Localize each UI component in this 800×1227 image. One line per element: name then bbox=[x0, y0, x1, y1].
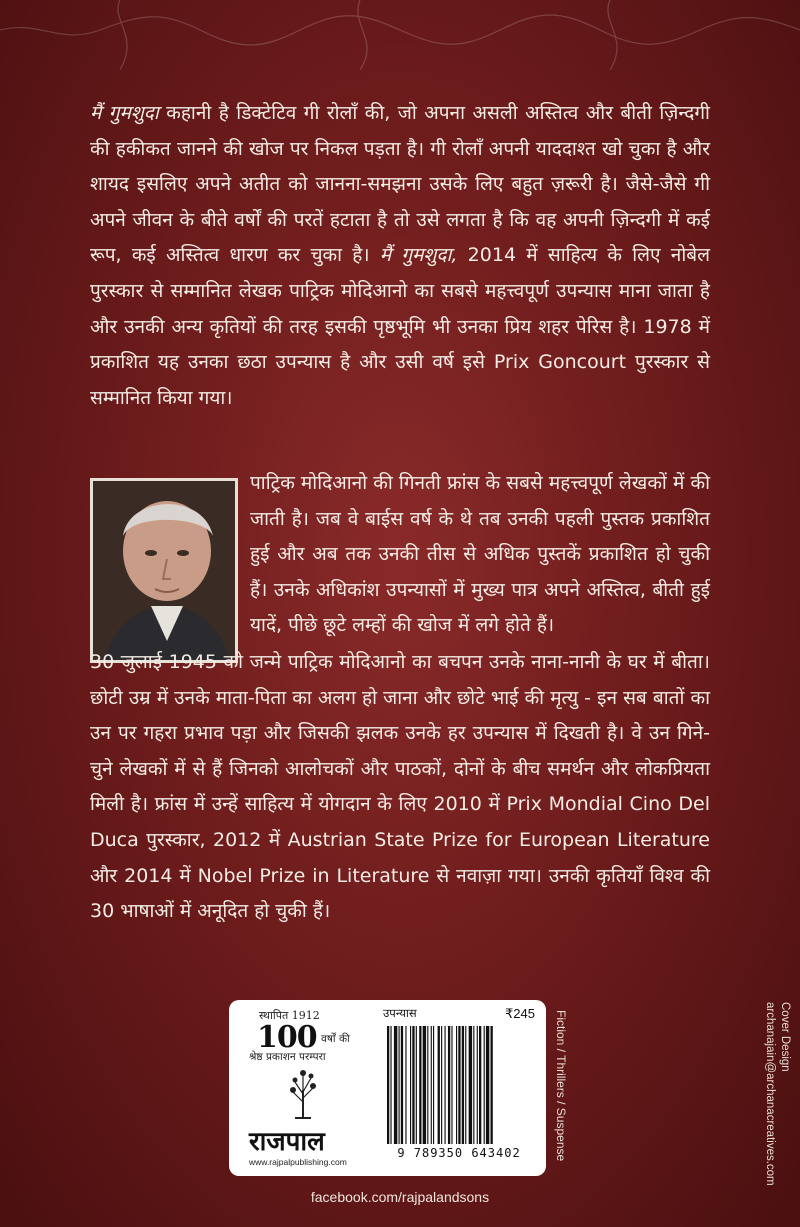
synopsis-text-part1: कहानी है डिक्टेटिव गी रोलाँ की, जो अपना असली अस्तित्व और बीती ज़िन्दगी की हकीकत जानने की खोज पर निकल पड़ता है। गी रोलाँ अपनी याददाश्त खो चुका है और शायद इसलिए अपने अतीत को जानना-समझना उसके लिए बहुत ज़रूरी है। जैसे-जैसे गी अपने जीवन के बीते वर्षों की परतें हटाता है तो उसे लगता है कि वह अपनी ज़िन्दगी में कई रूप, कई अस्तित्व धारण कर चुका है। bbox=[90, 102, 710, 267]
puzzle-pattern-decoration bbox=[0, 0, 800, 70]
publisher-name: राजपाल bbox=[249, 1127, 325, 1157]
book-title-italic-2: मैं गुमशुदा, bbox=[379, 244, 458, 267]
author-photo bbox=[90, 478, 238, 663]
publisher-years: वर्षों की bbox=[321, 1033, 350, 1045]
publisher-tradition: श्रेष्ठ प्रकाशन परम्परा bbox=[249, 1051, 326, 1063]
book-title-italic: मैं गुमशुदा bbox=[90, 102, 159, 124]
synopsis-paragraph bbox=[90, 96, 710, 416]
cover-design-email: archanajain@archanacreatives.com bbox=[764, 1002, 776, 1186]
cover-design-credit bbox=[760, 1002, 792, 1202]
publisher-website: www.rajpalpublishing.com bbox=[249, 1157, 347, 1167]
category-label: Fiction / Thrillers / Suspense bbox=[554, 1010, 568, 1162]
author-bio-paragraph: पाट्रिक मोदिआनो की गिनती फ्रांस के सबसे महत्त्वपूर्ण लेखकों में की जाती है। जब वे बाईस वर्ष के थे तब उनकी पहली पुस्तक प्रकाशित हुई और अब तक उनकी तीस से अधिक पुस्तकें प्रकाशित हो चुकी हैं। उनके अधिकांश उपन्यासों में मुख्य पात्र अपने अस्तित्व, बीती हुई यादें, पीछे छूटे लम्हों की खोज में लगे होते हैं। bbox=[250, 472, 710, 637]
price-label: ₹245 bbox=[505, 1006, 535, 1021]
barcode-image bbox=[385, 1026, 533, 1144]
cover-design-label: Cover Design bbox=[779, 1002, 791, 1072]
isbn-digits: 9 789350 643402 bbox=[397, 1146, 521, 1160]
facebook-link[interactable]: facebook.com/rajpalandsons bbox=[310, 1189, 490, 1205]
synopsis-text-part2: 2014 में साहित्य के लिए नोबेल पुरस्कार से सम्मानित लेखक पाट्रिक मोदिआनो का सबसे महत्त्वपूर्ण उपन्यास माना जाता है और उनकी अन्य कृतियों की तरह इसकी पृष्ठभूमि भी उनका प्रिय शहर पेरिस है। 1978 में प्रकाशित यह उनका छठा उपन्यास है और उसी वर्ष इसे Prix Goncourt पुरस्कार से सम्मानित किया गया। bbox=[90, 244, 710, 409]
publisher-logo-panel bbox=[237, 1006, 367, 1170]
publisher-barcode-box bbox=[229, 1000, 546, 1176]
genre-label: उपन्यास bbox=[383, 1006, 417, 1020]
tree-icon bbox=[283, 1068, 323, 1122]
publisher-hundred: 100 bbox=[257, 1020, 317, 1055]
author-bio-continued: 30 जुलाई 1945 को जन्मे पाट्रिक मोदिआनो का बचपन उनके नाना-नानी के घर में बीता। छोटी उम्र में उनके माता-पिता का अलग हो जाना और छोटे भाई की मृत्यु - इन सब बातों का उन पर गहरा प्रभाव पड़ा और जिसकी झलक उनके हर उपन्यास में दिखती है। वे उन गिने-चुने लेखकों में से हैं जिनको आलोचकों और पाठकों, दोनों के बीच समर्थन और लोकप्रियता मिली है। फ्रांस में उन्हें साहित्य में योगदान के लिए 2010 में Prix Mondial Cino Del Duca पुरस्कार, 2012 में Austrian State Prize for European Literature और 2014 में Nobel Prize in Literature से नवाज़ा गया। उनकी कृतियाँ विश्व की 30 भाषाओं में अनूदित हो चुकी हैं। bbox=[90, 651, 710, 923]
barcode-panel bbox=[379, 1006, 539, 1170]
publisher-established: स्थापित 1912 bbox=[259, 1009, 320, 1022]
